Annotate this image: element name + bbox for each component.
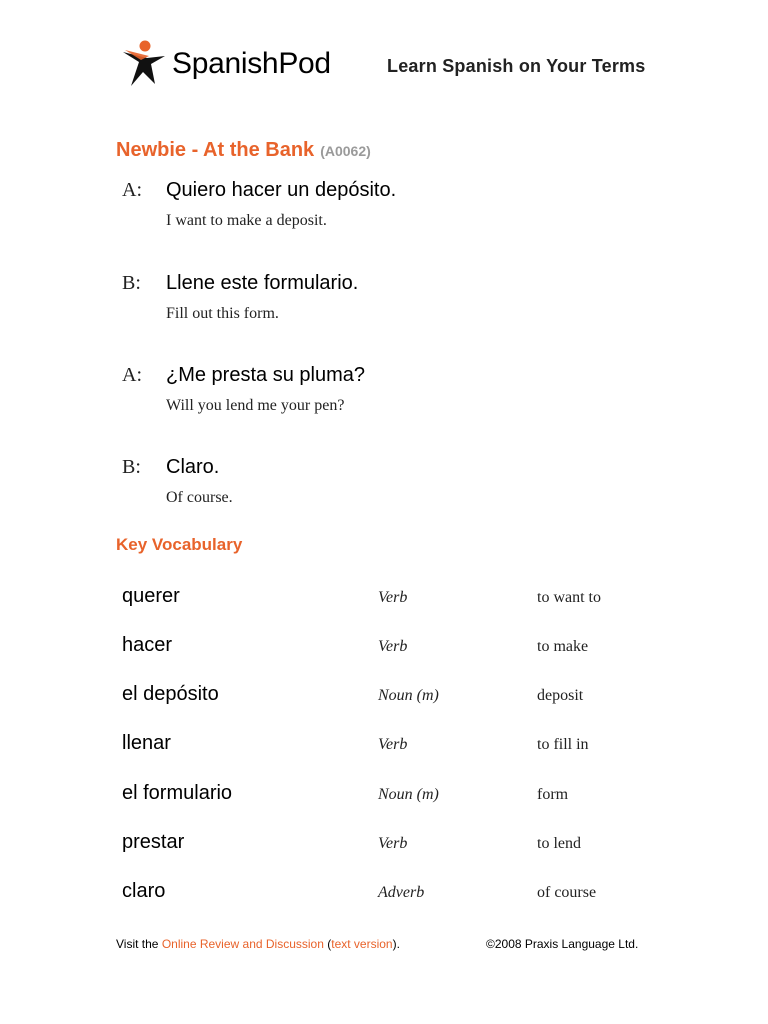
- vocabulary-row: [122, 880, 682, 910]
- speaker-label: B:: [122, 456, 141, 478]
- vocabulary-row: [122, 683, 682, 713]
- vocab-definition: to fill in: [537, 736, 589, 753]
- spanish-line: Quiero hacer un depósito.: [166, 179, 397, 201]
- footer-visit-prefix: Visit the: [116, 937, 162, 951]
- vocab-word: querer: [122, 585, 180, 607]
- vocab-part-of-speech: Verb: [378, 638, 408, 655]
- speaker-label: A:: [122, 179, 142, 201]
- vocab-definition: form: [537, 786, 569, 803]
- vocabulary-row: [122, 732, 682, 762]
- vocab-definition: to lend: [537, 835, 581, 852]
- spanish-line: Claro.: [166, 456, 220, 478]
- vocab-word: claro: [122, 880, 166, 902]
- english-translation: Will you lend me your pen?: [166, 397, 345, 414]
- vocab-word: prestar: [122, 831, 185, 853]
- text-version-link[interactable]: text version: [331, 937, 393, 951]
- vocabulary-row: [122, 782, 682, 812]
- vocab-definition: deposit: [537, 687, 584, 704]
- english-translation: Fill out this form.: [166, 305, 279, 322]
- vocab-definition: to want to: [537, 589, 601, 606]
- lesson-title-row: [116, 139, 371, 162]
- brand-name: SpanishPod: [172, 47, 331, 80]
- vocabulary-row: [122, 585, 682, 615]
- vocab-part-of-speech: Verb: [378, 589, 408, 606]
- tagline: Learn Spanish on Your Terms: [387, 56, 646, 76]
- vocab-part-of-speech: Noun (m): [378, 687, 439, 704]
- spanish-line: ¿Me presta su pluma?: [166, 364, 365, 386]
- spanishpod-figure-icon: [121, 40, 167, 90]
- vocab-definition: of course: [537, 884, 597, 901]
- vocab-word: el formulario: [122, 782, 233, 804]
- header: [121, 38, 681, 94]
- speaker-label: A:: [122, 364, 142, 386]
- lesson-code: (A0062): [320, 143, 371, 159]
- footer-paren-open: (: [323, 937, 332, 951]
- footer-visit-text: [116, 937, 400, 951]
- vocab-word: el depósito: [122, 683, 219, 705]
- copyright: ©2008 Praxis Language Ltd.: [486, 937, 639, 951]
- vocab-definition: to make: [537, 638, 589, 655]
- vocabulary-row: [122, 634, 682, 664]
- footer-paren-close: ).: [392, 937, 400, 951]
- vocab-word: hacer: [122, 634, 173, 656]
- english-translation: I want to make a deposit.: [166, 212, 327, 229]
- vocab-part-of-speech: Verb: [378, 736, 408, 753]
- speaker-label: B:: [122, 272, 141, 294]
- english-translation: Of course.: [166, 489, 233, 506]
- online-review-link[interactable]: Online Review and Discussion: [161, 937, 324, 951]
- vocab-part-of-speech: Adverb: [378, 884, 425, 901]
- lesson-title: Newbie - At the Bank: [116, 139, 315, 161]
- vocabulary-row: [122, 831, 682, 861]
- spanish-line: Llene este formulario.: [166, 272, 359, 294]
- vocab-part-of-speech: Verb: [378, 835, 408, 852]
- vocabulary-heading: Key Vocabulary: [116, 535, 243, 554]
- vocab-part-of-speech: Noun (m): [378, 786, 439, 803]
- vocab-word: llenar: [122, 732, 171, 754]
